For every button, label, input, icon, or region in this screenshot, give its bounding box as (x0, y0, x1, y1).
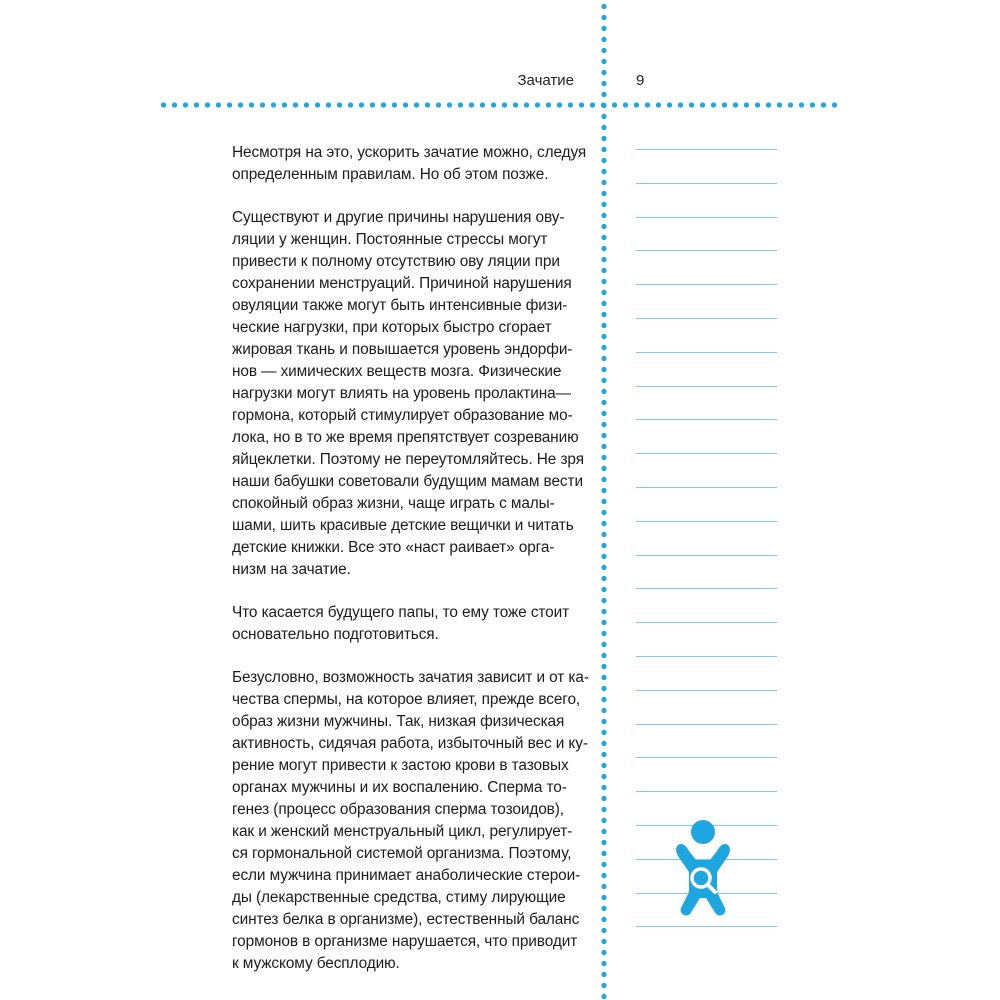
text-line: ляции у женщин. Постоянные стрессы могут (232, 231, 548, 248)
text-line: шами, шить красивые детские вещички и читать (232, 517, 574, 534)
text-line: наши бабушки советовали будущим мамам вести (232, 473, 583, 490)
note-line (636, 352, 777, 353)
paragraph-1 (232, 142, 587, 186)
text-line: нов — химических веществ мозга. Физические (232, 363, 562, 380)
note-line (636, 386, 777, 387)
text-line: активность, сидячая работа, избыточный вес и ку- (232, 735, 588, 752)
text-line: гормона, который стимулирует образование мо- (232, 407, 573, 424)
text-line: образ жизни мужчины. Так, низкая физическая (232, 713, 565, 730)
note-line (636, 318, 777, 319)
note-line (636, 250, 777, 251)
text-line: если мужчина принимает анаболические стерои- (232, 867, 581, 884)
text-line: Существуют и другие причины нарушения ову- (232, 209, 565, 226)
text-line: лока, но в то же время препятствует созреванию (232, 429, 579, 446)
text-line: синтез белка в организме), естественный баланс (232, 911, 580, 928)
note-line (636, 791, 777, 792)
text-line: органах мужчины и их воспалению. Сперма то- (232, 779, 567, 796)
page-number: 9 (636, 72, 645, 89)
note-line (636, 419, 777, 420)
note-line (636, 487, 777, 488)
baby-with-magnifier-icon (667, 816, 739, 920)
text-line: детские книжки. Все это «наст раивает» орга- (232, 539, 555, 556)
text-line: нагрузки могут влиять на уровень пролактина— (232, 385, 571, 402)
note-line (636, 690, 777, 691)
text-line: гормонов в организме нарушается, что приводит (232, 933, 578, 950)
note-line (636, 521, 777, 522)
note-line (636, 757, 777, 758)
text-line: привести к полному отсутствию ову ляции при (232, 253, 560, 270)
note-line (636, 724, 777, 725)
note-line (636, 926, 777, 927)
text-line: генез (процесс образования сперма тозоидов), (232, 801, 564, 818)
vertical-dotted-divider (600, 0, 608, 1000)
note-line (636, 622, 777, 623)
text-line: ды (лекарственные средства, стиму лирующие (232, 889, 566, 906)
text-line: как и женский менструальный цикл, регулирует- (232, 823, 573, 840)
text-line: Что касается будущего папы, то ему тоже стоит (232, 604, 570, 621)
text-line: ся гормональной системой организма. Поэтому, (232, 845, 572, 862)
text-line: овуляции также могут быть интенсивные физи- (232, 297, 568, 314)
text-line: яйцеклетки. Поэтому не переутомляйтесь. Не зря (232, 451, 584, 468)
text-line: сохранении менструаций. Причиной нарушения (232, 275, 572, 292)
note-line (636, 453, 777, 454)
note-line (636, 555, 777, 556)
note-line (636, 149, 777, 150)
text-line: определенным правилам. Но об этом позже. (232, 166, 549, 183)
text-line: спокойный образ жизни, чаще играть с малы- (232, 495, 555, 512)
text-line: к мужскому бесплодию. (232, 955, 400, 972)
text-line: Несмотря на это, ускорить зачатие можно, следуя (232, 144, 587, 161)
running-title: Зачатие (517, 72, 574, 89)
text-line: чества спермы, на которое влияет, прежде всего, (232, 691, 581, 708)
note-line (636, 183, 777, 184)
text-line: основательно подготовиться. (232, 626, 439, 643)
body-text (232, 142, 589, 996)
note-line (636, 284, 777, 285)
note-line (636, 656, 777, 657)
note-line (636, 588, 777, 589)
text-line: жировая ткань и повышается уровень эндорфи- (232, 341, 573, 358)
paragraph-3 (232, 602, 576, 646)
text-line: ческие нагрузки, при которых быстро сгорает (232, 319, 552, 336)
note-line (636, 217, 777, 218)
paragraph-2 (232, 207, 584, 581)
paragraph-4 (232, 667, 589, 975)
text-line: низм на зачатие. (232, 561, 351, 578)
text-line: Безусловно, возможность зачатия зависит и от ка- (232, 669, 589, 686)
text-line: рение могут привести к застою крови в тазовых (232, 757, 569, 774)
